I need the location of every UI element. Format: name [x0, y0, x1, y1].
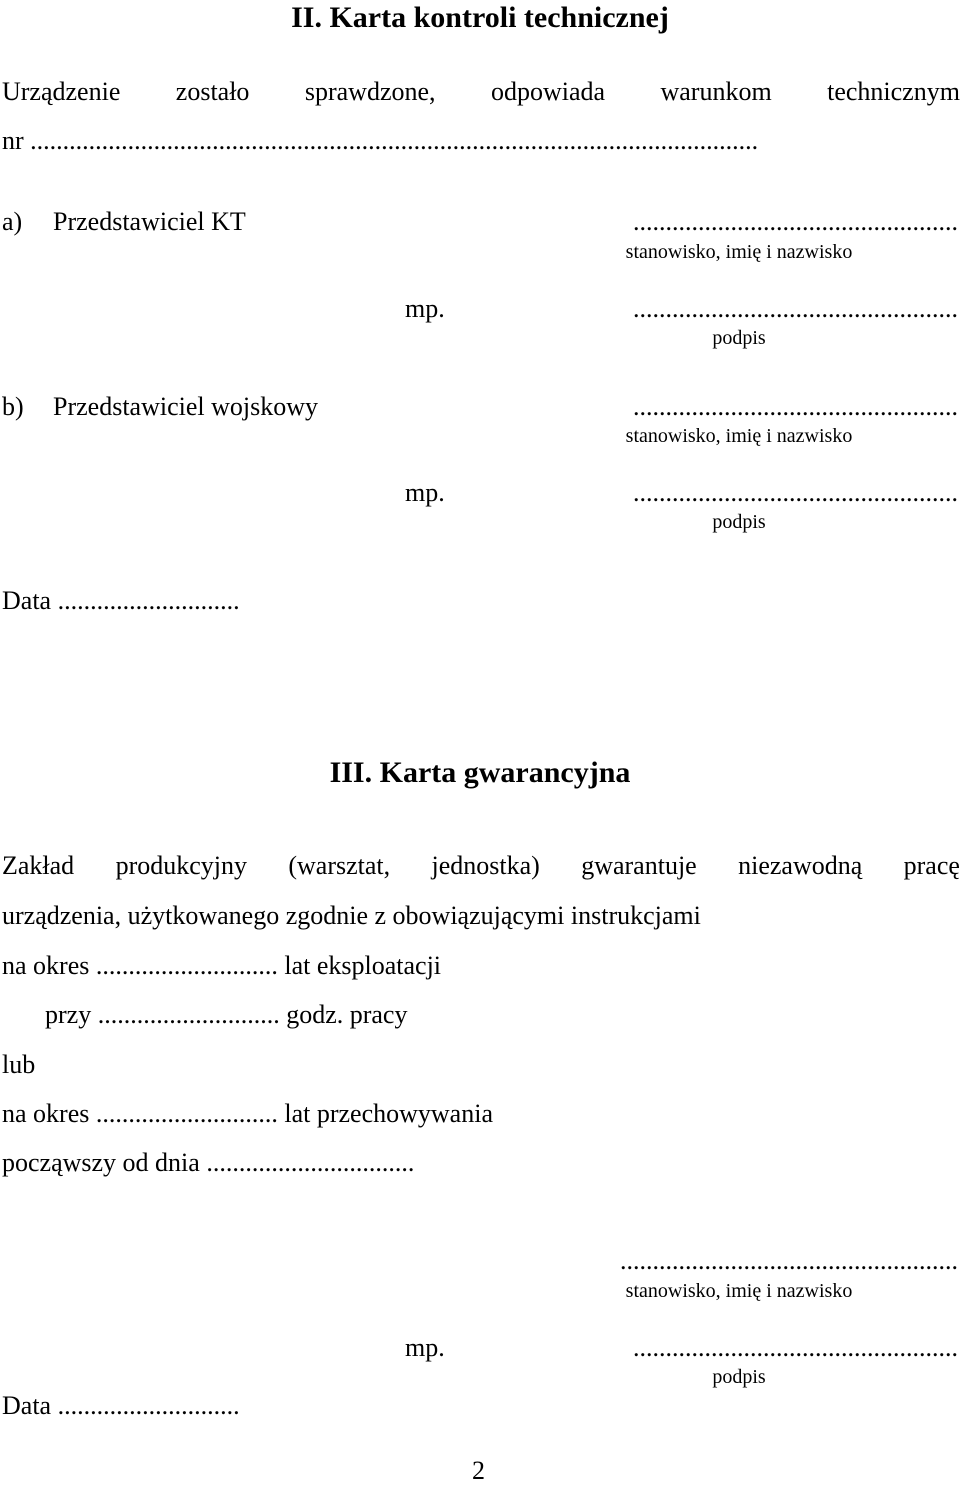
nr-line: nr ................................................................................................................	[2, 126, 759, 155]
section-3-sig-dots: ....................................................	[620, 1246, 958, 1275]
intro-word: Urządzenie	[2, 77, 121, 106]
line-word: produkcyjny	[115, 851, 247, 880]
section-3-line-3: na okres ............................ lat eksploatacji	[2, 951, 442, 980]
line-word: pracę	[903, 851, 960, 880]
rep-a-name: Przedstawiciel KT	[53, 207, 246, 236]
line-word: jednostka)	[431, 851, 540, 880]
section-3-sig-caption: stanowisko, imię i nazwisko	[625, 1280, 853, 1302]
section-2-intro-line	[2, 77, 960, 107]
section-3-mp: mp.	[405, 1333, 445, 1362]
section-3-date: Data ............................	[2, 1391, 240, 1420]
section-3-sign-caption: podpis	[712, 1366, 766, 1388]
page-number: 2	[472, 1456, 485, 1485]
section-2-title: II. Karta kontroli technicznej	[291, 1, 669, 34]
section-3-line-2: urządzenia, użytkowanego zgodnie z obowiązującymi instrukcjami	[2, 901, 701, 930]
rep-b-name: Przedstawiciel wojskowy	[53, 392, 319, 421]
section-3-line-1	[2, 851, 960, 881]
rep-b-mp: mp.	[405, 478, 445, 507]
rep-b-caption: stanowisko, imię i nazwisko	[625, 425, 853, 447]
intro-word: sprawdzone,	[304, 77, 436, 106]
section-3-title: III. Karta gwarancyjna	[329, 756, 631, 789]
rep-a-caption: stanowisko, imię i nazwisko	[625, 241, 853, 263]
line-word: gwarantuje	[581, 851, 697, 880]
line-word: niezawodną	[738, 851, 863, 880]
section-3-sign-dots: ..................................................	[633, 1333, 958, 1362]
section-3-line-6: na okres ............................ lat przechowywania	[2, 1099, 493, 1128]
intro-word: technicznym	[827, 77, 960, 106]
intro-word: zostało	[175, 77, 250, 106]
rep-a-label: a)	[2, 207, 23, 236]
rep-b-label: b)	[2, 392, 24, 421]
rep-a-mp: mp.	[405, 294, 445, 323]
line-word: Zakład	[2, 851, 75, 880]
line-word: (warsztat,	[288, 851, 391, 880]
rep-b-dots: ..................................................	[633, 392, 958, 421]
rep-a-dots: ..................................................	[633, 207, 958, 236]
section-3-line-5: lub	[2, 1050, 36, 1079]
section-2-date: Data ............................	[2, 586, 240, 615]
rep-a-sign-dots: ..................................................	[633, 294, 958, 323]
intro-word: odpowiada	[490, 77, 606, 106]
section-3-line-4: przy ............................ godz. pracy	[45, 1000, 408, 1029]
section-3-line-7: począwszy od dnia ................................	[2, 1148, 415, 1177]
intro-word: warunkom	[660, 77, 772, 106]
rep-a-sign-caption: podpis	[712, 327, 766, 349]
rep-b-sign-caption: podpis	[712, 511, 766, 533]
rep-b-sign-dots: ..................................................	[633, 478, 958, 507]
